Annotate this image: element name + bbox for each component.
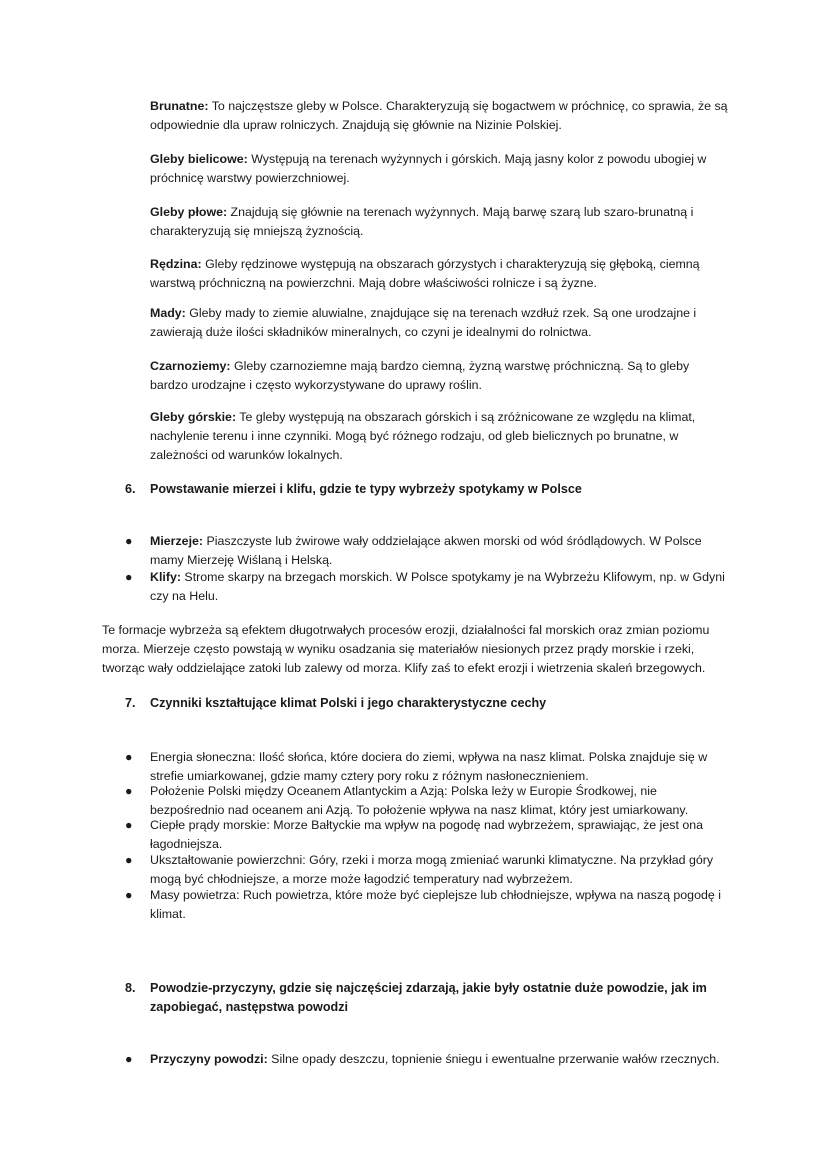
bullet-icon: ● [125,888,133,902]
soil-description: Gleby rędzinowe występują na obszarach górzystych i charakteryzują się głęboką, ciemną warstwą próchniczną na powierzchni. Mają dobre właściwości rolnicze i są żyzne. [150,257,700,290]
list-item-uksztaltowanie [125,851,730,889]
bullet-icon: ● [125,853,133,867]
soil-term: Gleby górskie: [150,410,237,424]
section-6-heading [125,480,725,499]
soil-term: Mady: [150,306,186,320]
soil-description: Występują na terenach wyżynnych i górskich. Mają jasny kolor z powodu ubogiej w próchnicę warstwy powierzchniowej. [150,152,707,185]
soil-paragraph-gorskie [150,408,730,465]
section-title: Powstawanie mierzei i klifu, gdzie te typy wybrzeży spotykamy w Polsce [150,482,582,496]
soil-term: Brunatne: [150,99,209,113]
list-item-description: Strome skarpy na brzegach morskich. W Polsce spotykamy je na Wybrzeżu Klifowym, np. w Gdyni czy na Helu. [150,570,725,603]
section-7-heading [125,694,725,713]
soil-term: Gleby bielicowe: [150,152,248,166]
section-number: 7. [125,696,136,710]
list-item-description: Silne opady deszczu, topnienie śniegu i ewentualne przerwanie wałów rzecznych. [267,1052,720,1066]
section-number: 8. [125,981,136,995]
bullet-icon: ● [125,534,133,548]
list-item-text [150,568,730,606]
list-item-text: Masy powietrza: Ruch powietrza, które może być cieplejsze lub chłodniejsze, wpływa na naszą pogodę i klimat. [150,888,721,921]
list-item-term: Mierzeje: [150,534,204,548]
soil-term: Gleby płowe: [150,205,228,219]
list-item-mierzeje [125,532,730,570]
list-item-klify [125,568,730,606]
soil-paragraph-mady [150,304,730,342]
soil-description: Gleby mady to ziemie aluwialne, znajdujące się na terenach wzdłuż rzek. Są one urodzajne i zawierają duże ilości składników mineralnych, co czyni je idealnymi do rolnictwa. [150,306,697,339]
soil-description: To najczęstsze gleby w Polsce. Charakteryzują się bogactwem w próchnicę, co sprawia, że są odpowiednie dla upraw rolniczych. Znajdują się głównie na Nizinie Polskiej. [150,99,728,132]
soil-description: Te gleby występują na obszarach górskich i są zróżnicowane ze względu na klimat, nachylenie terenu i inne czynniki. Mogą być różnego rodzaju, od gleb bielicznych po brunatne, w zależności od warunków lokalnych. [150,410,696,462]
soil-paragraph-plowe [150,203,730,241]
soil-paragraph-bielicowe [150,150,730,188]
soil-term: Czarnoziemy: [150,359,231,373]
list-item-energia [125,748,730,786]
section-title: Powodzie-przyczyny, gdzie się najczęściej zdarzają, jakie były ostatnie duże powodzie, jak im zapobiegać, następstwa powodzi [150,981,707,1014]
list-item-text: Położenie Polski między Oceanem Atlantyckim a Azją: Polska leży w Europie Środkowej, nie bezpośrednio nad oceanem ani Azją. To położenie wpływa na nasz klimat, który jest umiarkowany. [150,784,689,817]
section-8-heading [125,979,725,1017]
list-item-prady [125,816,730,854]
soil-paragraph-czarnoziemy [150,357,730,395]
list-item-text: Energia słoneczna: Ilość słońca, które dociera do ziemi, wpływa na nasz klimat. Polska znajduje się w strefie umiarkowanej, gdzie mamy cztery pory roku z różnym nasłonecznieniem. [150,750,708,783]
bullet-icon: ● [125,750,133,764]
list-item-text: Ukształtowanie powierzchni: Góry, rzeki i morza mogą zmieniać warunki klimatyczne. Na przykład góry mogą być chłodniejsze, a morze może łagodzić temperatury nad wybrzeżem. [150,853,714,886]
list-item-text: Ciepłe prądy morskie: Morze Bałtyckie ma wpływ na pogodę nad wybrzeżem, sprawiając, że jest ona łagodniejsza. [150,818,704,851]
section-number: 6. [125,482,136,496]
bullet-icon: ● [125,1052,133,1066]
soil-paragraph-redzina [150,255,730,293]
section-6-summary: Te formacje wybrzeża są efektem długotrwałych procesów erozji, działalności fal morskich oraz zmian poziomu morza. Mierzeje często powstają w wyniku osadzania się materiałów niesionych przez prądy morskie i rzeki, tworząc wały oddzielające zatoki lub zalewy od morza. Klify zaś to efekt erozji i wietrzenia skaleń brzegowych. [102,623,710,675]
bullet-icon: ● [125,570,133,584]
list-item-text [150,532,730,570]
soil-description: Gleby czarnoziemne mają bardzo ciemną, żyzną warstwę próchniczną. Są to gleby bardzo urodzajne i często wykorzystywane do uprawy roślin. [150,359,690,392]
list-item-term: Przyczyny powodzi: [150,1052,268,1066]
section-title: Czynniki kształtujące klimat Polski i jego charakterystyczne cechy [150,696,547,710]
list-item-przyczyny-powodzi [125,1050,730,1069]
bullet-icon: ● [125,784,133,798]
bullet-icon: ● [125,818,133,832]
list-item-polozenie [125,782,730,820]
list-item-term: Klify: [150,570,181,584]
list-item-description: Piaszczyste lub żwirowe wały oddzielające akwen morski od wód śródlądowych. W Polsce mamy Mierzeję Wiślaną i Helską. [150,534,702,567]
soil-description: Znajdują się głównie na terenach wyżynnych. Mają barwę szarą lub szaro-brunatną i charakteryzują się mniejszą żyznością. [150,205,694,238]
list-item-masy-powietrza [125,886,730,924]
soil-paragraph-brunatne [150,97,730,135]
list-item-text [150,1050,730,1069]
soil-term: Rędzina: [150,257,202,271]
